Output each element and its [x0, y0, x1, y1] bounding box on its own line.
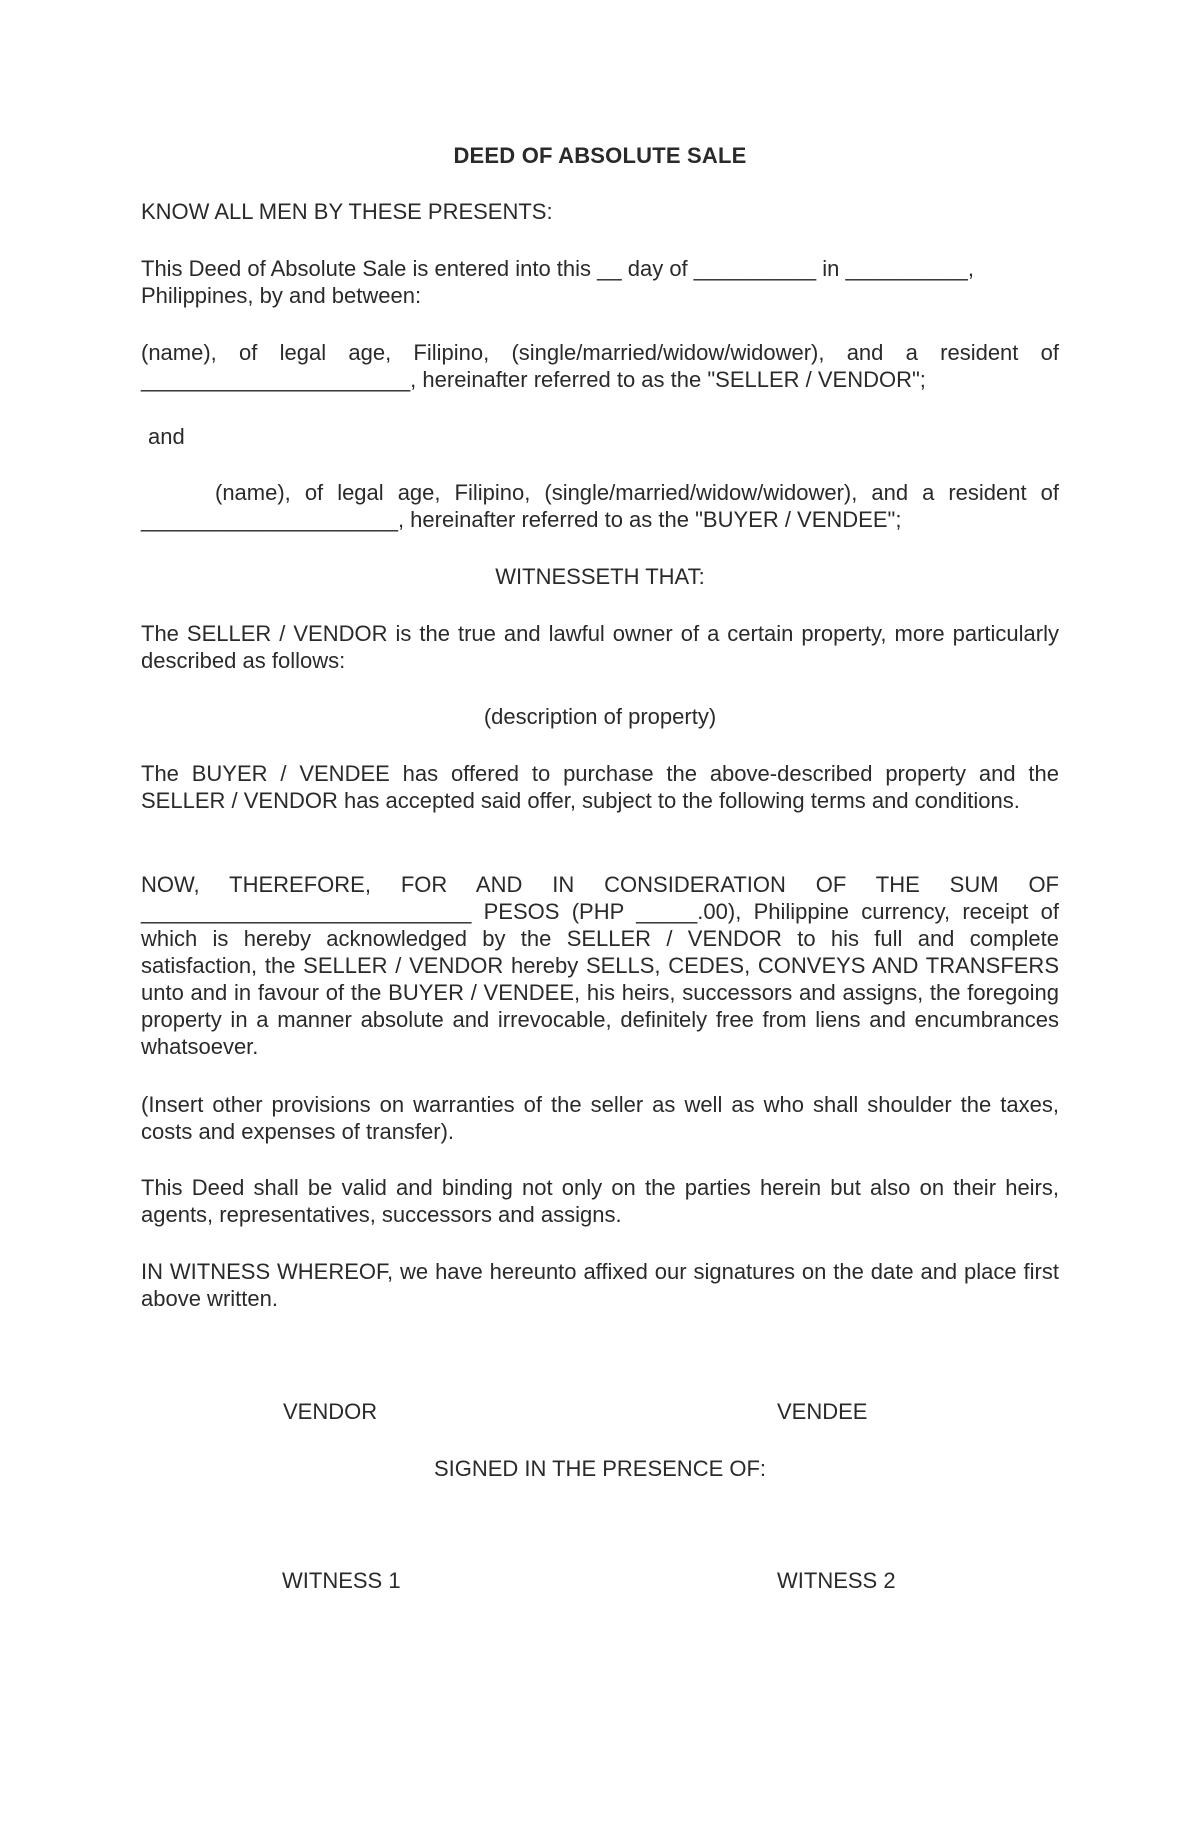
- vendor-signature-label: VENDOR: [283, 1399, 378, 1424]
- buyer-clause: (name), of legal age, Filipino, (single/married/widow/widower), and a resident of _____________________, hereinafter referred to as the "BUYER / VENDEE";: [141, 480, 1059, 532]
- property-description: (description of property): [483, 704, 717, 729]
- witness-1-label: WITNESS 1: [282, 1568, 401, 1593]
- witnesseth-heading: WITNESSETH THAT:: [495, 564, 705, 589]
- consideration-paragraph: NOW, THEREFORE, FOR AND IN CONSIDERATION OF THE SUM OF ___________________________ PESOS (PHP _____.00), Philippine currency, receipt of which is hereby acknowledged by the SELLER / VENDOR to his full and complete satisfaction, the SELLER / VENDOR hereby SELLS, CEDES, CONVEYS AND TRANSFERS unto and in favour of the BUYER / VENDEE, his heirs, successors and assigns, the foregoing property in a manner absolute and irrevocable, definitely free from liens and encumbrances whatsoever.: [141, 872, 1059, 1059]
- signed-presence-heading: SIGNED IN THE PRESENCE OF:: [433, 1456, 767, 1481]
- witness-2-label: WITNESS 2: [777, 1568, 896, 1593]
- ownership-paragraph: The SELLER / VENDOR is the true and lawful owner of a certain property, more particularly described as follows:: [141, 621, 1059, 673]
- intro-paragraph: This Deed of Absolute Sale is entered into this __ day of __________ in __________, Philippines, by and between:: [141, 256, 974, 308]
- and-connector: and: [148, 424, 185, 449]
- seller-clause: (name), of legal age, Filipino, (single/married/widow/widower), and a resident of ______________________, hereinafter referred to as the "SELLER / VENDOR";: [141, 340, 1059, 392]
- vendee-signature-label: VENDEE: [777, 1399, 868, 1424]
- other-provisions-paragraph: (Insert other provisions on warranties of the seller as well as who shall shoulder the taxes, costs and expenses of transfer).: [141, 1092, 1059, 1144]
- opening-line: KNOW ALL MEN BY THESE PRESENTS:: [141, 199, 553, 224]
- document-title: DEED OF ABSOLUTE SALE: [453, 143, 747, 168]
- binding-paragraph: This Deed shall be valid and binding not only on the parties herein but also on their heirs, agents, representatives, successors and assigns.: [141, 1175, 1059, 1227]
- offer-paragraph: The BUYER / VENDEE has offered to purchase the above-described property and the SELLER / VENDOR has accepted said offer, subject to the following terms and conditions.: [141, 761, 1059, 813]
- witness-whereof-paragraph: IN WITNESS WHEREOF, we have hereunto affixed our signatures on the date and place first above written.: [141, 1259, 1059, 1311]
